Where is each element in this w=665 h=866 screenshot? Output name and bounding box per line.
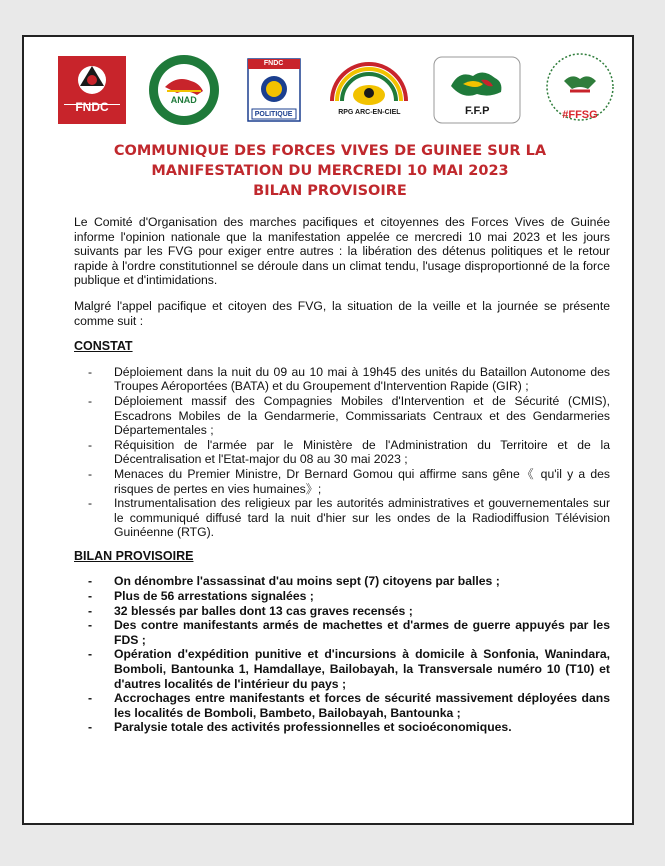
- title-line-3: BILAN PROVISOIRE: [253, 183, 407, 199]
- list-item: - Menaces du Premier Ministre, Dr Bernard Gomou qui affirme sans gêne《 qu'il y a des risques de pertes en vies humaines》;: [74, 467, 610, 496]
- logo-row: [58, 47, 618, 132]
- list-item: - Réquisition de l'armée par le Ministère de l'Administration du Territoire et de la Décentralisation et l'Etat-major du 08 au 30 mai 2023 ;: [74, 438, 610, 467]
- bilan-heading: BILAN PROVISOIRE: [74, 548, 194, 563]
- intro-paragraph: Le Comité d'Organisation des marches pacifiques et citoyennes des Forces Vives de Guinée informe l'opinion nationale que la manifestation appelée ce mercredi 10 mai 2023 et les jours suivants par les FVG pour exiger entre autres : la libération des détenus politiques et le retour rapide à l'ordre constitutionnel se déroule dans un climat tendu, l'usage disproportionné de la force publique et d'intimidations.: [74, 215, 610, 288]
- intro-paragraph-2: Malgré l'appel pacifique et citoyen des FVG, la situation de la veille et la journée se présente comme suit :: [74, 298, 610, 328]
- title-line-2: MANIFESTATION DU MERCREDI 10 MAI 2023: [151, 163, 509, 179]
- list-item: - Des contre manifestants armés de machettes et d'armes de guerre appuyés par les FDS ;: [74, 618, 610, 647]
- list-item: - Instrumentalisation des religieux par les autorités administratives et gouvernementales sur le communiqué diffusé tard la nuit d'hier sur les ondes de la Radiodiffusion Télévision Guinéenne (RTG).: [74, 496, 610, 540]
- list-item: - Opération d'expédition punitive et d'incursions à domicile à Sonfonia, Wanindara, Bomboli, Bantounka 1, Hamdallaye, Bailobayah, la Transversale numéro 10 (T10) et d'autres localités de l'intérieur du pays ;: [74, 647, 610, 691]
- document-page: [22, 35, 634, 825]
- rpg-logo: [326, 57, 412, 123]
- fndc-politique-top-text: FNDC: [263, 59, 284, 67]
- bilan-list: [74, 574, 610, 735]
- anad-logo: [147, 53, 221, 127]
- list-item: - Déploiement dans la nuit du 09 au 10 mai à 19h45 des unités du Bataillon Autonome des Troupes Aéroportées (BATA) et du Groupement d'Intervention Rapide (GIR) ;: [74, 365, 610, 394]
- ffsg-logo-text: #FFSG: [562, 108, 598, 121]
- ffsg-logo: [542, 51, 618, 129]
- fndc-politique-logo: [242, 55, 306, 125]
- list-item: - On dénombre l'assassinat d'au moins sept (7) citoyens par balles ;: [74, 574, 610, 589]
- fndc-politique-bottom-text: POLITIQUE: [254, 110, 293, 118]
- rpg-logo-text: RPG ARC-EN-CIEL: [338, 108, 401, 116]
- title-line-1: COMMUNIQUE DES FORCES VIVES DE GUINEE SUR LA: [113, 143, 547, 159]
- communique-title: [24, 141, 636, 201]
- fndc-logo-text: FNDC: [75, 99, 109, 114]
- constat-heading: CONSTAT: [74, 339, 133, 354]
- anad-seal: [147, 53, 221, 127]
- constat-list: [74, 365, 610, 540]
- ffp-logo-text: F.F.P: [464, 104, 490, 117]
- communique-body: [74, 215, 610, 744]
- list-item: - Paralysie totale des activités professionnelles et socioéconomiques.: [74, 720, 610, 735]
- list-item: - Accrochages entre manifestants et forces de sécurité massivement déployées dans les localités de Bomboli, Bambeto, Bailobayah, Bantounka ;: [74, 691, 610, 720]
- list-item: - 32 blessés par balles dont 13 cas graves recensés ;: [74, 604, 610, 619]
- fndc-logo: [58, 56, 126, 124]
- ffp-logo: [433, 56, 521, 124]
- list-item: - Plus de 56 arrestations signalées ;: [74, 589, 610, 604]
- anad-logo-text: ANAD: [170, 94, 197, 105]
- list-item: - Déploiement massif des Compagnies Mobiles d'Intervention et de Sécurité (CMIS), Escadrons Mobiles de la Gendarmerie, Commissariats Centraux et des Gendarmeries Départementales ;: [74, 394, 610, 438]
